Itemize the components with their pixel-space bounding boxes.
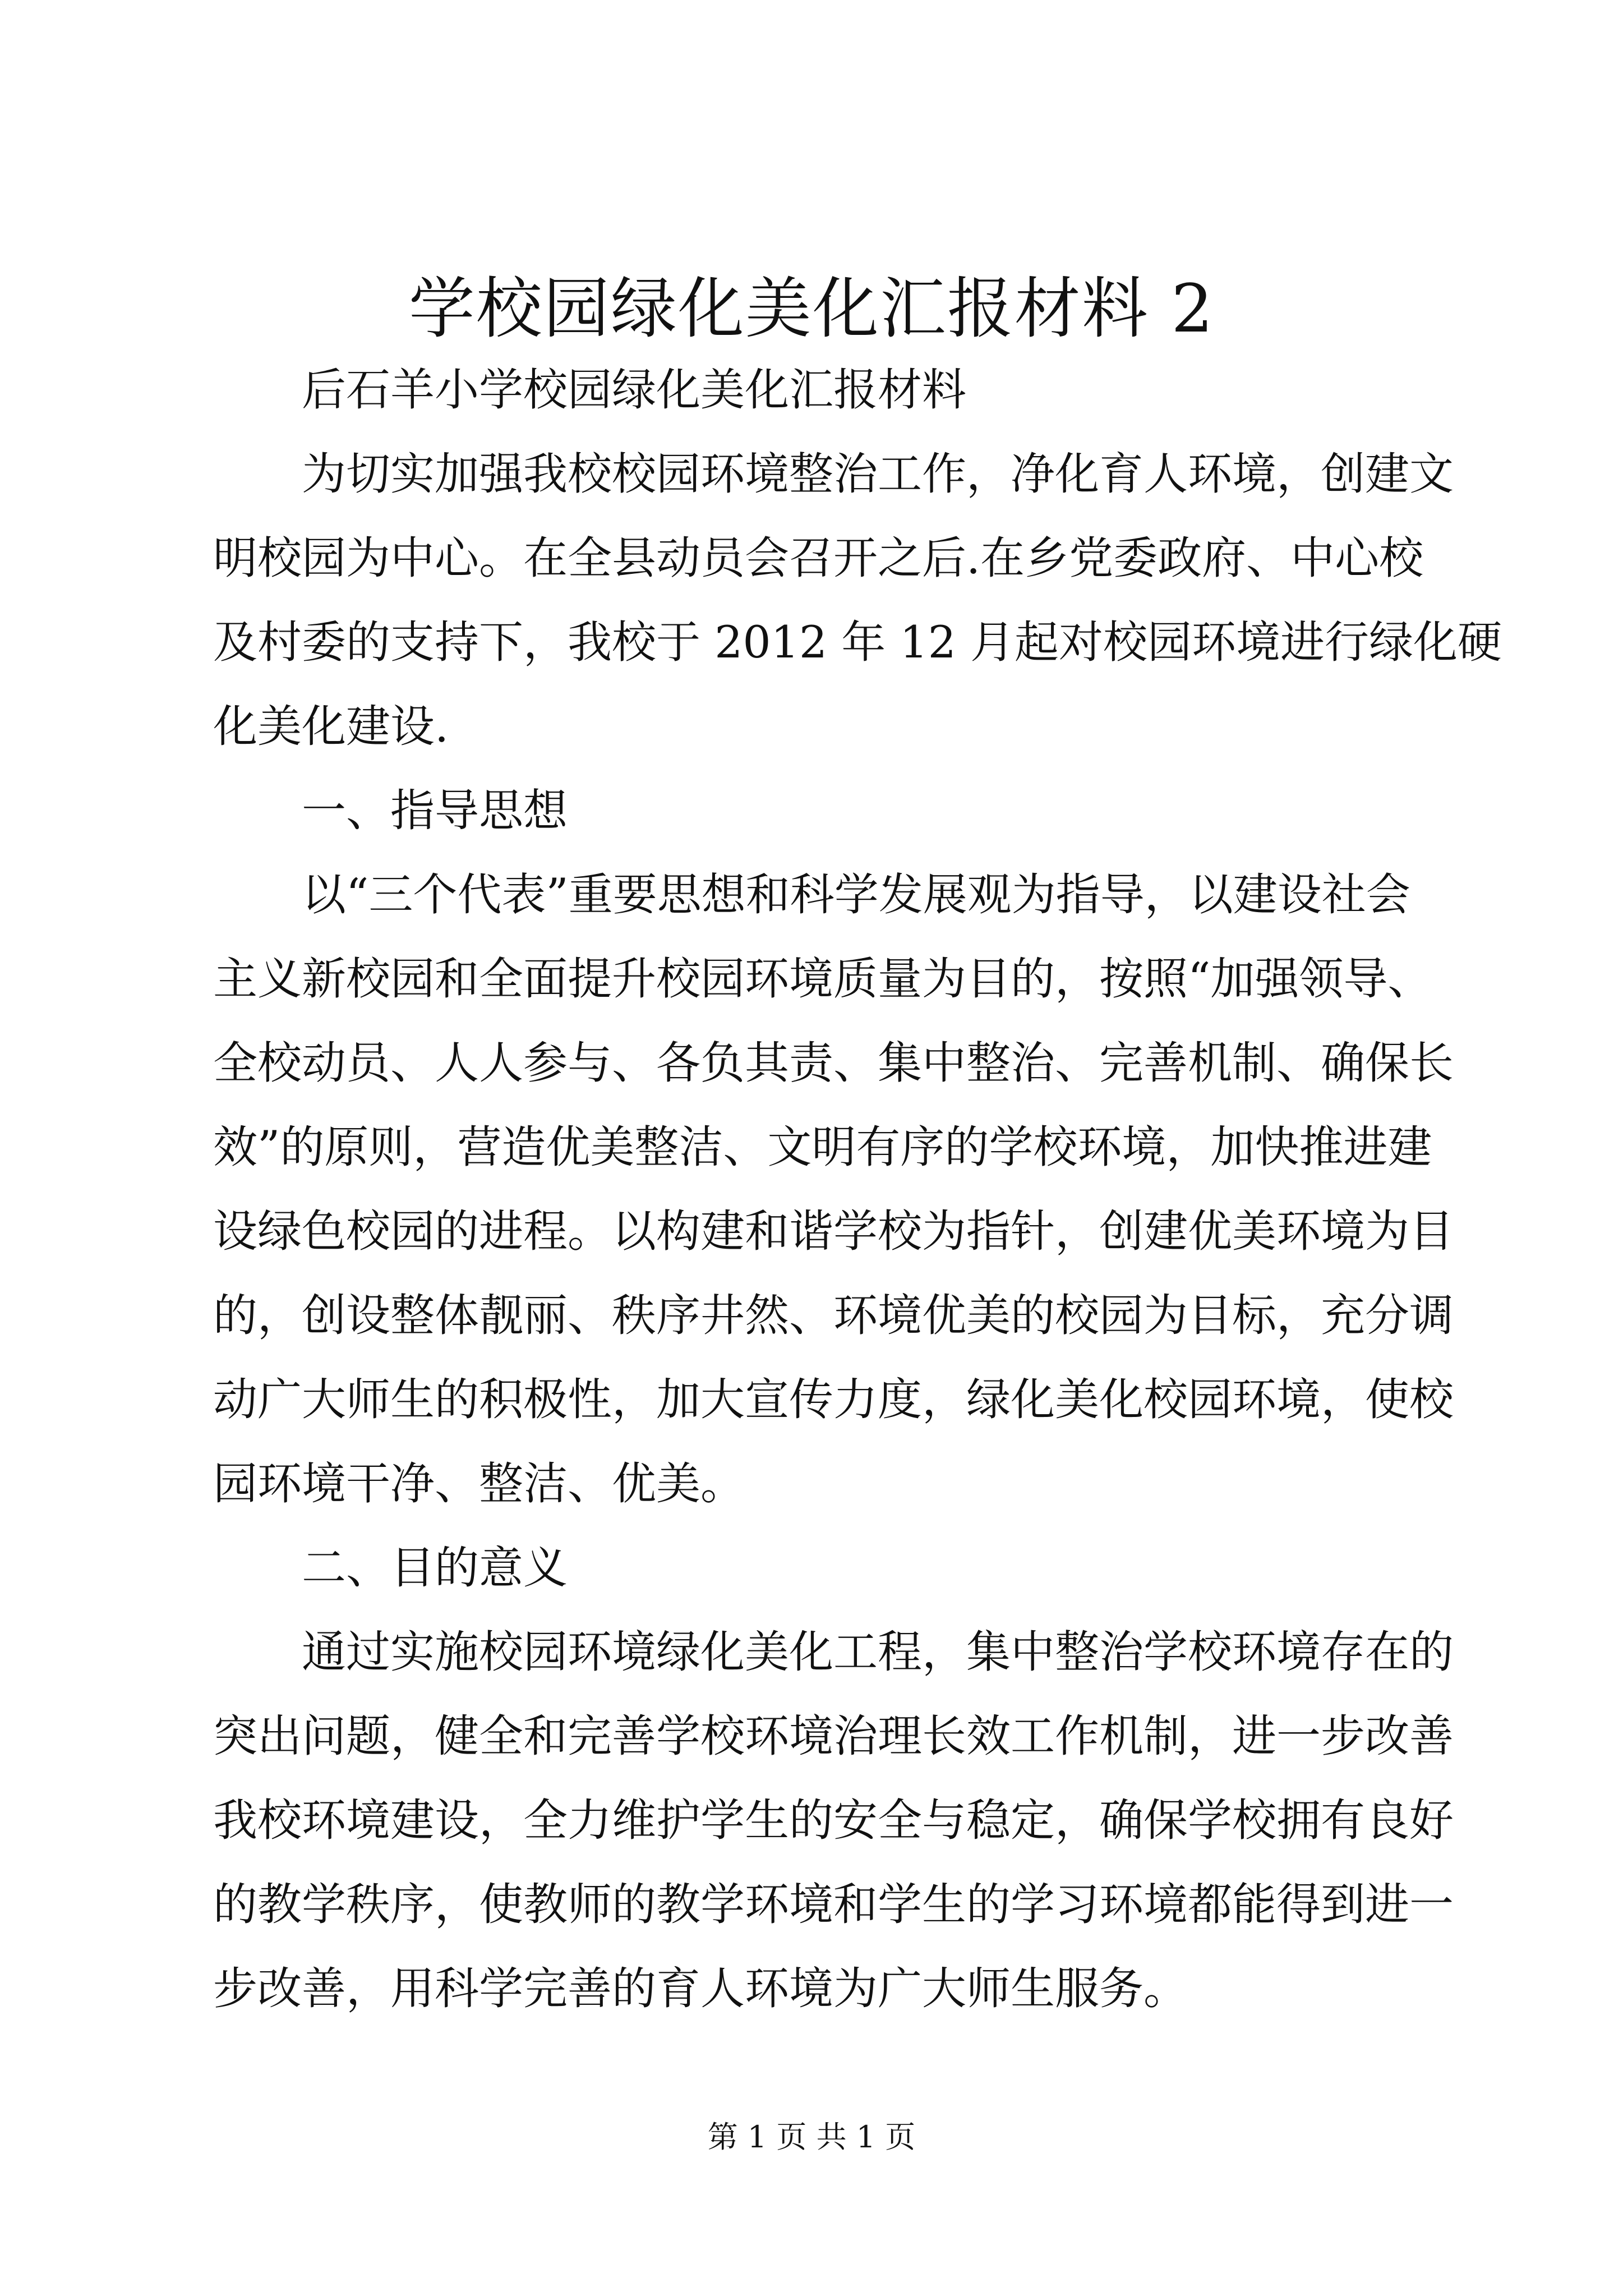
body-line: 我校环境建设，全力维护学生的安全与稳定，确保学校拥有良好 bbox=[213, 1795, 1454, 1846]
page-number: 第 1 页 共 1 页 bbox=[707, 2119, 916, 2155]
body-line: 步改善，用科学完善的育人环境为广大师生服务。 bbox=[213, 1963, 1188, 2014]
body-line: 后石羊小学校园绿化美化汇报材料 bbox=[302, 364, 966, 416]
body-line: 二、目的意义 bbox=[302, 1542, 568, 1594]
body-line: 主义新校园和全面提升校园环境质量为目的，按照“加强领导、 bbox=[213, 953, 1432, 1005]
body-line: 通过实施校园环境绿化美化工程，集中整治学校环境存在的 bbox=[302, 1626, 1454, 1678]
body-line: 的，创设整体靓丽、秩序井然、环境优美的校园为目标，充分调 bbox=[213, 1290, 1454, 1341]
body-line: 一、指导思想 bbox=[302, 785, 568, 836]
body-line: 园环境干净、整洁、优美。 bbox=[213, 1458, 745, 1510]
body-line: 的教学秩序，使教师的教学环境和学生的学习环境都能得到进一 bbox=[213, 1879, 1454, 1930]
body-line: 为切实加强我校校园环境整治工作，净化育人环境，创建文 bbox=[302, 448, 1454, 500]
body-line: 明校园为中心。在全县动员会召开之后.在乡党委政府、中心校 bbox=[213, 532, 1424, 584]
document-body bbox=[213, 348, 1502, 2031]
body-line: 以“三个代表”重要思想和科学发展观为指导，以建设社会 bbox=[302, 869, 1410, 921]
body-line: 及村委的支持下，我校于 2012 年 12 月起对校园环境进行绿化硬 bbox=[213, 616, 1502, 668]
page-footer bbox=[0, 2115, 1623, 2160]
body-line: 效”的原则，营造优美整洁、文明有序的学校环境，加快推进建 bbox=[213, 1121, 1432, 1173]
body-line: 全校动员、人人参与、各负其责、集中整治、完善机制、确保长 bbox=[213, 1037, 1454, 1089]
body-line: 化美化建设. bbox=[213, 701, 449, 752]
document-title: 学校园绿化美化汇报材料 2 bbox=[408, 270, 1215, 347]
body-line: 突出问题，健全和完善学校环境治理长效工作机制，进一步改善 bbox=[213, 1710, 1454, 1762]
body-line: 设绿色校园的进程。以构建和谐学校为指针，创建优美环境为目 bbox=[213, 1205, 1454, 1257]
body-line: 动广大师生的积极性，加大宣传力度，绿化美化校园环境，使校 bbox=[213, 1374, 1454, 1425]
